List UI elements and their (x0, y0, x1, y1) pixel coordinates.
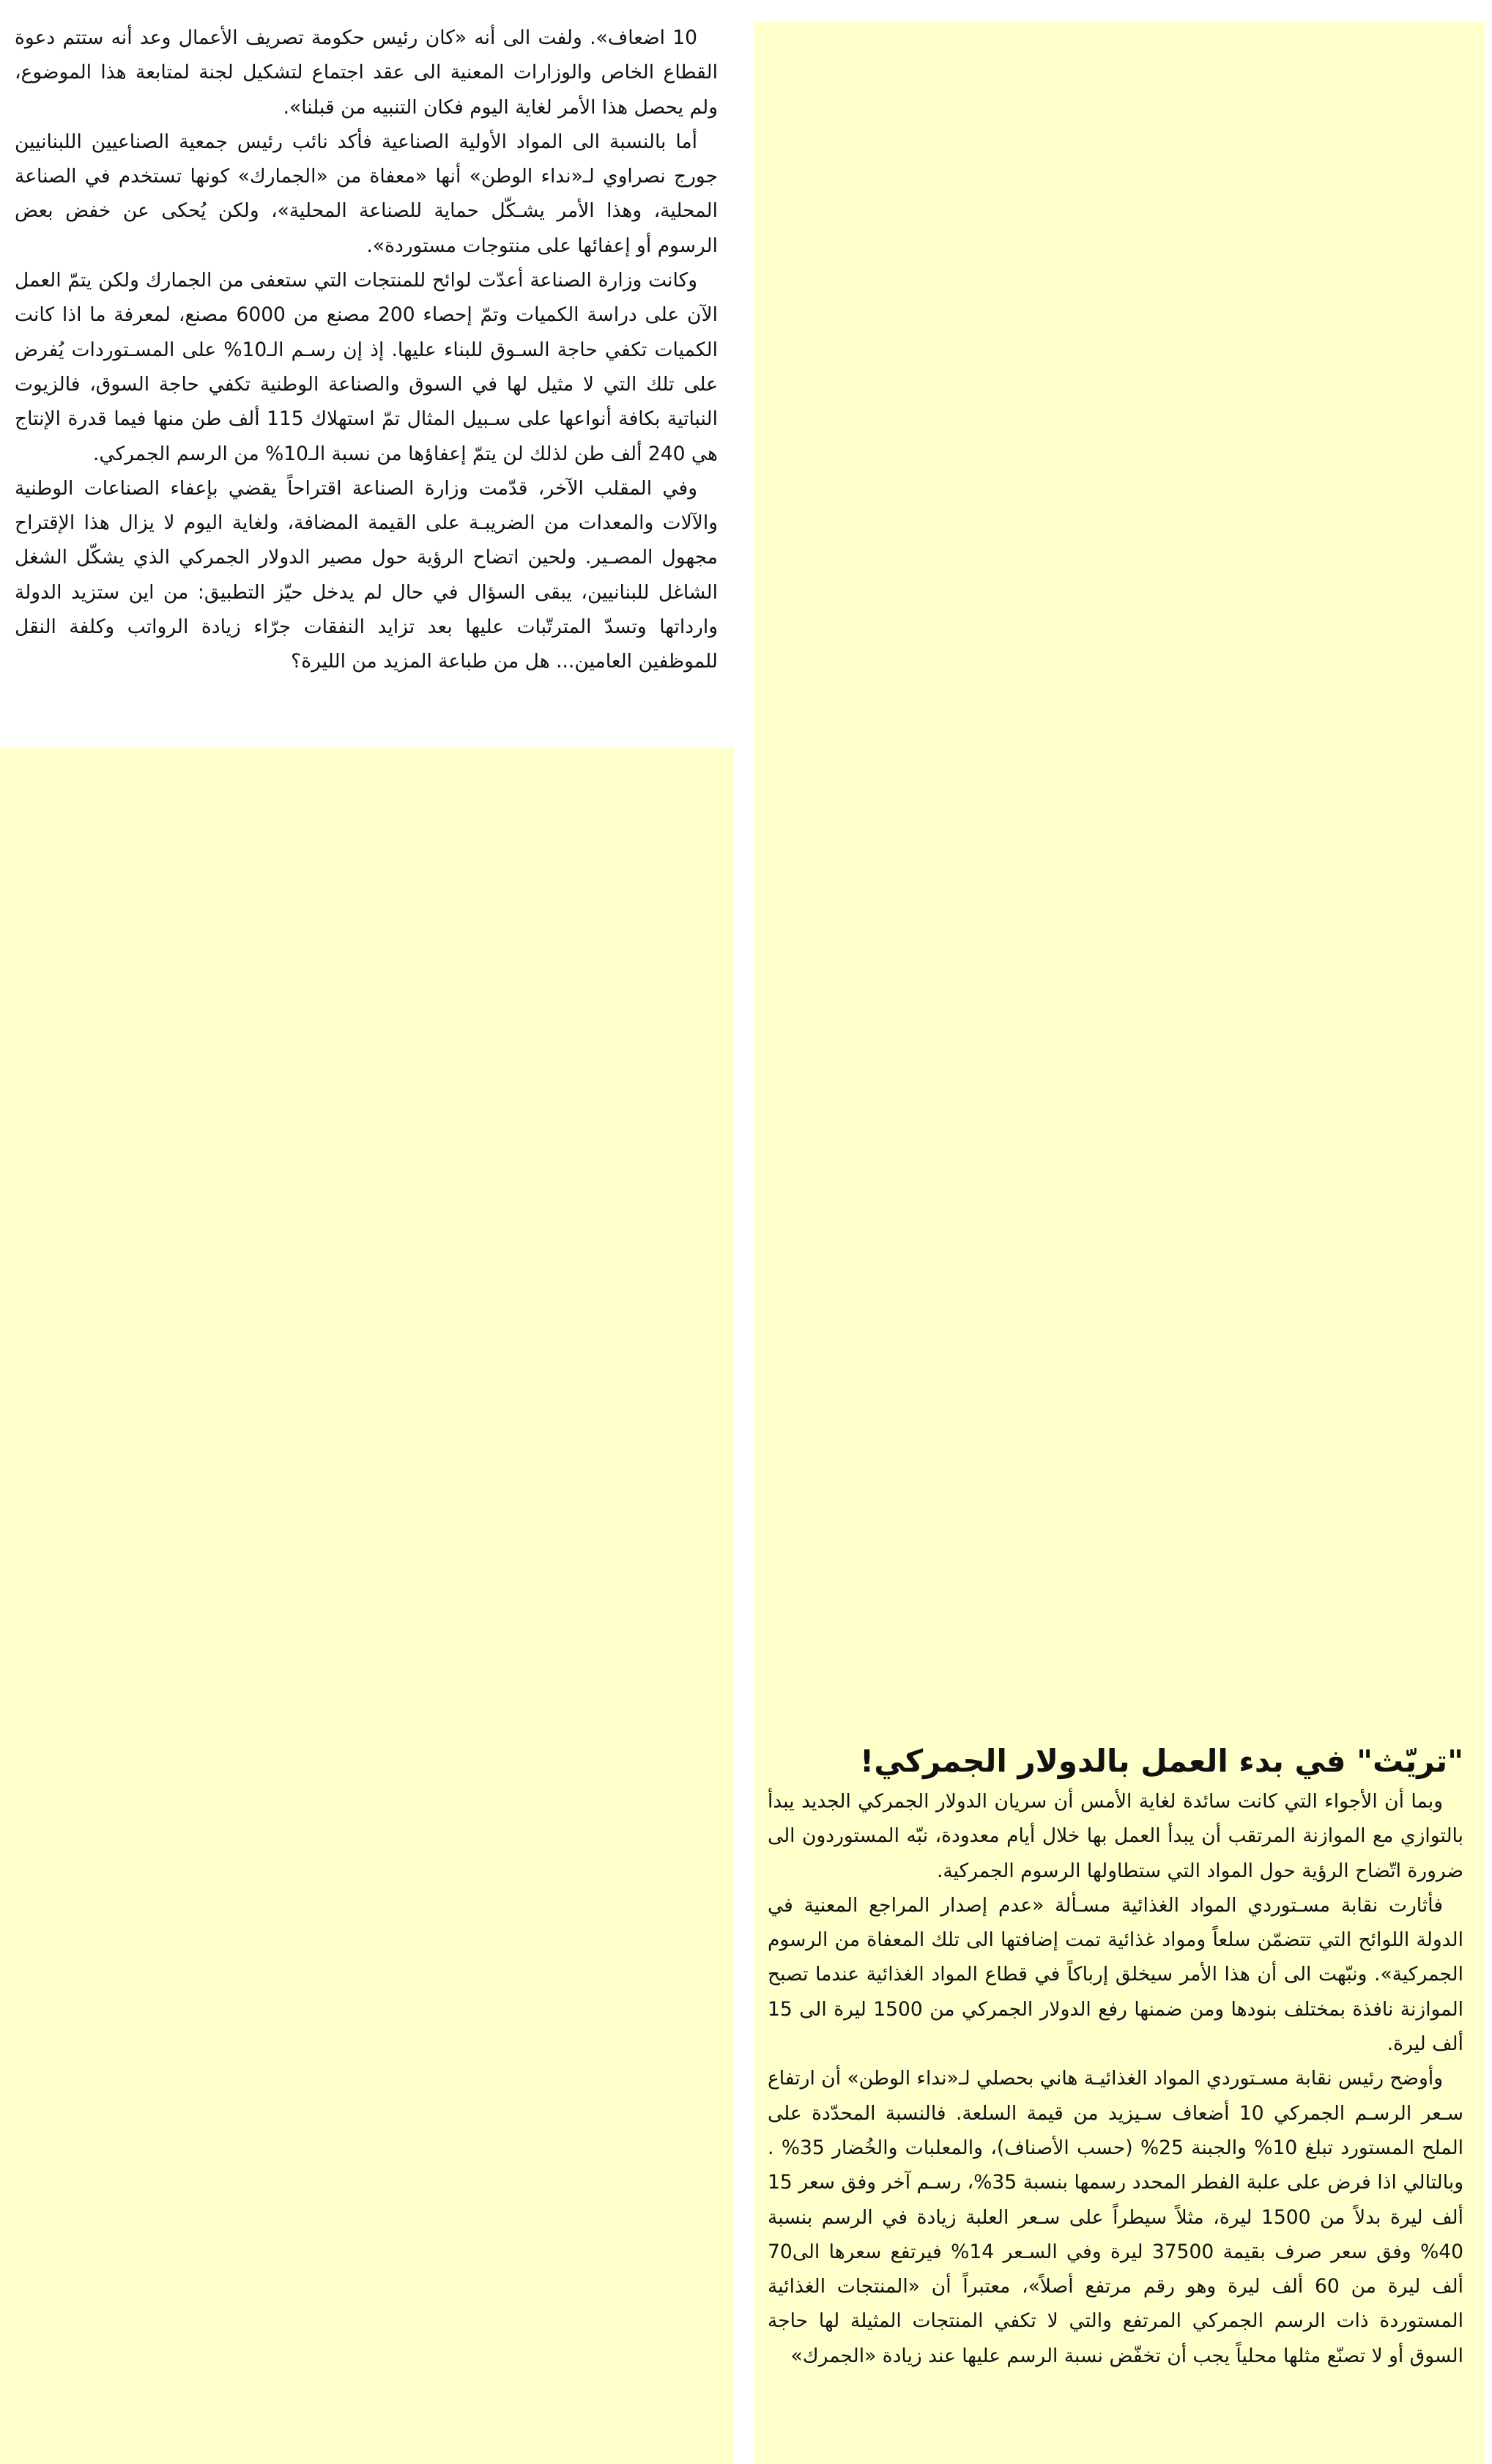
left-paragraph-3: وكانت وزارة الصناعة أعدّت لوائح للمنتجات التي ستعفى من الجمارك ولكن يتمّ العمل الآن على دراسة الكميات وتمّ إحصاء 200 مصنع من 6000 مصنع، لمعرفة ما اذا كانت الكميات تكفي حاجة السـوق للبناء عليها. إذ إن رسـم الـ10% على المسـتوردات يُفرض على تلك التي لا مثيل لها في السوق والصناعة الوطنية تكفي حاجة السوق، فالزيوت النباتية بكافة أنواعها على سـبيل المثال تمّ استهلاك 115 ألف طن منها فيما قدرة الإنتاج هي 240 ألف طن لذلك لن يتمّ إعفاؤها من نسبة الـ10% من الرسم الجمركي. (15, 269, 718, 465)
right-paragraph-1: وبما أن الأجواء التي كانت سائدة لغاية الأمس أن سريان الدولار الجمركي الجديد يبدأ بالتوازي مع الموازنة المرتقب أن يبدأ العمل بها خلال أيام معدودة، نبّه المستوردون الى ضرورة اتّضاح الرؤية حول المواد التي ستطاولها الرسوم الجمركية. (768, 1790, 1463, 1882)
right-paragraph-2: فأثارت نقابة مسـتوردي المواد الغذائية مسـألة «عدم إصدار المراجع المعنية في الدولة اللوائح التي تتضمّن سلعاً ومواد غذائية تمت إضافتها الى تلك المعفاة من الرسوم الجمركية». ونبّهت الى أن هذا الأمر سيخلق إرباكاً في قطاع المواد الغذائية عندما تصبح الموازنة نافذة بمختلف بنودها ومن ضمنها رفع الدولار الجمركي من 1500 ليرة الى 15 ألف ليرة. (768, 1893, 1464, 2056)
article-headline: "تريّث" في بدء العمل بالدولار الجمركي! (860, 1743, 1463, 1779)
right-paragraph-3: وأوضح رئيس نقابة مسـتوردي المواد الغذائيـة هاني بحصلي لـ«نداء الوطن» أن ارتفاع سـعر الرسـم الجمركي 10 أضعاف سـيزيد من قيمة السلعة. فالنسبة المحدّدة على الملح المستورد تبلغ 10% والجبنة 25% (حسب الأصناف)، والمعلبات والخُضار 35% . وبالتالي اذا فرض على علبة الفطر المحدد رسمها بنسبة 35%، رسـم آخر وفق سعر 15 ألف ليرة بدلاً من 1500 ليرة، مثلاً سيطراً على سـعر العلبة زيادة في الرسم بنسبة 40% وفق سعر صرف بقيمة 37500 ليرة وفي السـعر 14% فيرتفع سعرها الى70 ألف ليرة من 60 ألف ليرة وهو رقم مرتفع أصلاً»، معتبراً أن «المنتجات الغذائية المستوردة ذات الرسم الجمركي المرتفع والتي لا تكفي المنتجات المثيلة لها حاجة السوق أو لا تصنّع مثلها محلياً يجب أن تخفّض نسبة الرسم عليها عند زيادة «الجمرك» (768, 2067, 1464, 2367)
right-article-column (768, 1740, 1463, 2373)
left-paragraph-2: أما بالنسبة الى المواد الأولية الصناعية فأكد نائب رئيس جمعية الصناعيين اللبنانيين جورج نصراوي لـ«نداء الوطن» أنها «معفاة من «الجمارك» كونها تستخدم في الصناعة المحلية، وهذا الأمر يشـكّل حماية للصناعة المحلية»، ولكن يُحكى عن خفض بعض الرسوم أو إعفائها على منتوجات مستوردة». (15, 130, 718, 257)
left-article-column (15, 21, 718, 679)
left-paragraph-1: 10 اضعاف». ولفت الى أنه «كان رئيس حكومة تصريف الأعمال وعد أنه ستتم دعوة القطاع الخاص والوزارات المعنية الى عقد اجتماع لتشكيل لجنة لمتابعة هذا الموضوع، ولم يحصل هذا الأمر لغاية اليوم فكان التنبيه من قبلنا». (15, 26, 718, 119)
left-highlight-bottom (0, 747, 734, 2464)
left-paragraph-4: وفي المقلب الآخر، قدّمت وزارة الصناعة اقتراحاً يقضي بإعفاء الصناعات الوطنية والآلات والمعدات من الضريبـة على القيمة المضافة، ولغاية اليوم لا يزال هذا الإقتراح مجهول المصـير. ولحين اتضاح الرؤية حول مصير الدولار الجمركي الذي يشكّل الشغل الشاغل للبنانيين، يبقى السؤال في حال لم يدخل حيّز التطبيق: من اين ستزيد الدولة وارداتها وتسدّ المترتّبات عليها بعد تزايد النفقات جرّاء زيادة الرواتب وكلفة النقل للموظفين العامين... هل من طباعة المزيد من الليرة؟ (15, 476, 718, 673)
right-highlight-top (754, 22, 1485, 1736)
